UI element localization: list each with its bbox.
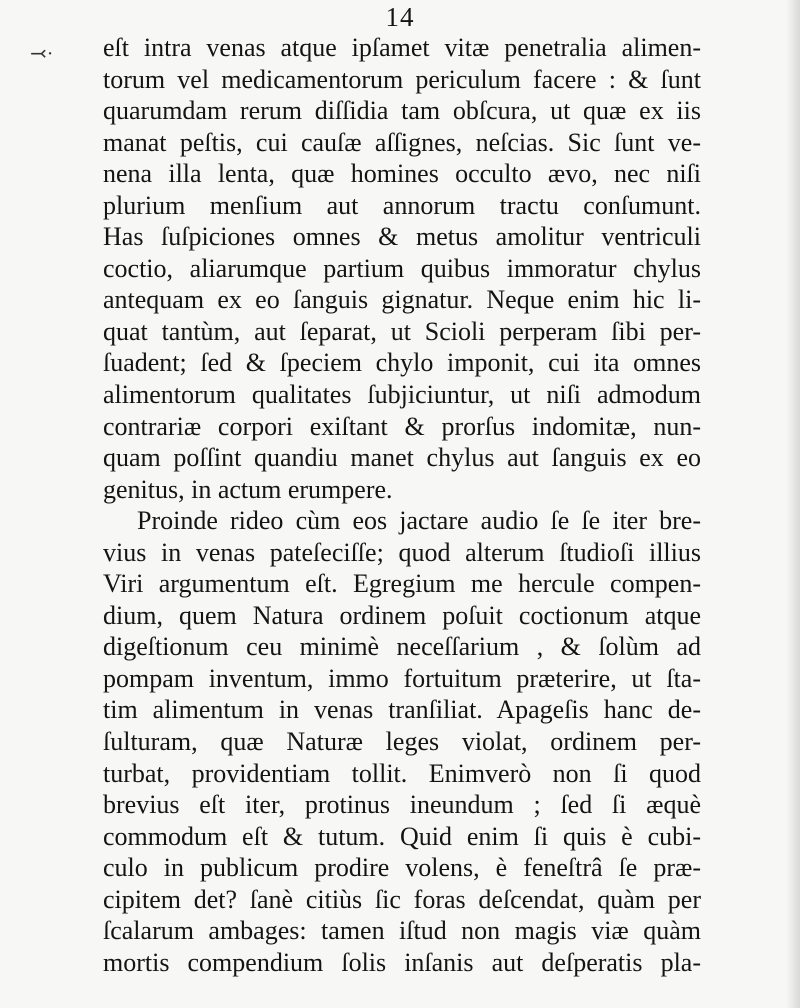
text-line: quam poſſint quandiu manet chylus aut ſanguis ex eo: [103, 443, 701, 473]
text-line: Viri argumentum eſt. Egregium me hercule compen-: [103, 569, 701, 599]
text-line: ſulturam, quæ Naturæ leges violat, ordinem per-: [103, 727, 701, 757]
text-line: turbat, providentiam tollit. Enimverò non ſi quod: [103, 758, 701, 788]
text-line: Has ſuſpiciones omnes & metus amolitur ventriculi: [103, 222, 701, 252]
text-line: digeſtionum ceu minimè neceſſarium , & ſolùm ad: [103, 632, 701, 662]
paragraph-end-line: genitus, in actum erumpere.: [103, 474, 393, 504]
body-text: [103, 32, 701, 978]
text-line: culo in publicum prodire volens, è feneſtrâ ſe præ-: [103, 853, 701, 883]
text-line: quat tantùm, aut ſeparat, ut Scioli perperam ſibi per-: [103, 316, 701, 346]
text-line: cipitem det? ſanè citiùs ſic foras deſcendat, quàm per: [103, 884, 701, 914]
text-line: manat peſtis, cui cauſæ aſſignes, neſcias. Sic ſunt ve-: [103, 127, 701, 157]
text-line: brevius eſt iter, protinus ineundum ; ſed ſi æquè: [103, 790, 701, 820]
text-line: mortis compendium ſolis inſanis aut deſperatis pla-: [103, 947, 701, 977]
page-number: 14: [385, 2, 415, 32]
margin-pointer-mark: ⤙·: [30, 43, 54, 65]
text-line: tim alimentum in venas tranſiliat. Apageſis hanc de-: [103, 695, 701, 725]
text-line: plurium menſium aut annorum tractu conſumunt.: [103, 190, 701, 220]
text-line: pompam inventum, immo fortuitum præterire, ut ſta-: [103, 663, 701, 693]
text-line: alimentorum qualitates ſubjiciuntur, ut niſi admodum: [103, 380, 701, 410]
text-line: eſt intra venas atque ipſamet vitæ penetralia alimen-: [103, 33, 701, 62]
page-edge-shadow: [786, 0, 800, 1008]
text-line: antequam ex eo ſanguis gignatur. Neque enim hic li-: [103, 285, 701, 315]
text-line: ſcalarum ambages: tamen iſtud non magis viæ quàm: [103, 916, 701, 946]
text-line: contrariæ corpori exiſtant & prorſus indomitæ, nun-: [103, 411, 701, 441]
text-line: coctio, aliarumque partium quibus immoratur chylus: [103, 253, 701, 283]
text-line: commodum eſt & tutum. Quid enim ſi quis è cubi-: [103, 821, 701, 851]
text-line: nena illa lenta, quæ homines occulto ævo, nec niſi: [103, 159, 701, 189]
text-line: vius in venas pateſeciſſe; quod alterum ſtudioſi illius: [103, 537, 701, 567]
text-line: dium, quem Natura ordinem poſuit coctionum atque: [103, 600, 701, 630]
text-line: torum vel medicamentorum periculum facere : & ſunt: [103, 64, 701, 94]
text-line: ſuadent; ſed & ſpeciem chylo imponit, cui ita omnes: [103, 348, 701, 378]
text-line: quarumdam rerum diſſidia tam obſcura, ut quæ ex iis: [103, 96, 701, 126]
paragraph-start-line: Proinde rideo cùm eos jactare audio ſe ſe iter bre-: [137, 506, 701, 536]
